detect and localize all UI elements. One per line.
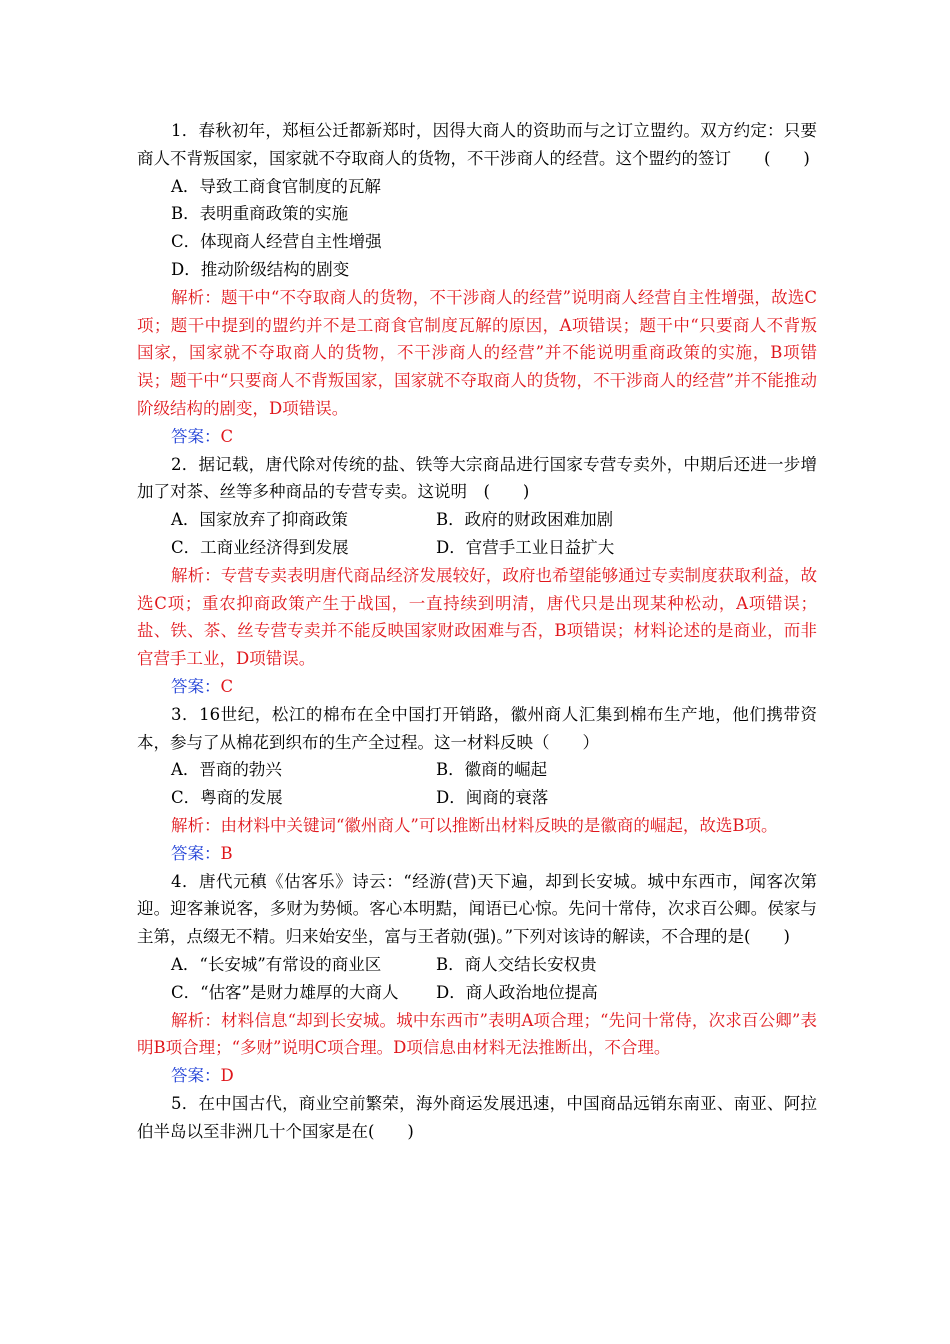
option-a: A．晋商的勃兴: [171, 760, 282, 780]
option-c: C．粤商的发展: [171, 788, 283, 808]
explanation-label: 解析：: [171, 565, 221, 585]
explanation: [137, 1007, 817, 1063]
answer: [137, 423, 817, 451]
explanation-label: 解析：: [171, 1010, 221, 1030]
options-row: [137, 756, 817, 784]
options-row: [137, 506, 817, 534]
options-row: [137, 979, 817, 1007]
answer: [137, 673, 817, 701]
question-5: [137, 1090, 817, 1146]
answer-label: 答案：: [171, 843, 221, 863]
option-d: D．推动阶级结构的剧变: [171, 259, 350, 279]
explanation-text: 材料信息“却到长安城。城中东西市”表明A项合理；“先问十常侍，次求百公卿”表明B项合理；“多财”说明C项合理。D项信息由材料无法推断出，不合理。: [137, 1010, 817, 1058]
option-b: B．表明重商政策的实施: [171, 204, 349, 224]
answer-value: D: [220, 1066, 234, 1086]
option-c: C．体现商人经营自主性增强: [171, 232, 382, 252]
answer: [137, 840, 817, 868]
options-row: [137, 951, 817, 979]
option-c: C．工商业经济得到发展: [171, 537, 349, 557]
option-d: D．商人政治地位提高: [436, 982, 598, 1002]
answer-value: B: [220, 843, 233, 863]
question-1: [137, 117, 817, 451]
answer-label: 答案：: [171, 1066, 221, 1086]
explanation-text: 专营专卖表明唐代商品经济发展较好，政府也希望能够通过专卖制度获取利益，故选C项；重农抑商政策产生于战国，一直持续到明清，唐代只是出现某种松动，A项错误；盐、铁、茶、丝专营专卖并不能反映国家财政困难与否，B项错误；材料论述的是商业，而非官营手工业，D项错误。: [137, 565, 818, 669]
question-stem: 3．16世纪，松江的棉布在全中国打开销路，徽州商人汇集到棉布生产地，他们携带资本，参与了从棉花到织布的生产全过程。这一材料反映（ ）: [137, 704, 817, 752]
explanation: [137, 562, 817, 673]
question-list: [137, 117, 817, 1145]
option-b: B．徽商的崛起: [436, 760, 548, 780]
option-d: D．闽商的衰落: [436, 788, 549, 808]
option-a: A．国家放弃了抑商政策: [171, 510, 348, 530]
question-4: [137, 868, 817, 1090]
option-b: B．政府的财政困难加剧: [436, 510, 614, 530]
explanation-label: 解析：: [171, 815, 221, 835]
answer-label: 答案：: [171, 426, 221, 446]
option-b: B．商人交结长安权贵: [436, 954, 597, 974]
explanation-text: 题干中“不夺取商人的货物，不干涉商人的经营”说明商人经营自主性增强，故选C项；题干中提到的盟约并不是工商食官制度瓦解的原因，A项错误；题干中“只要商人不背叛国家，国家就不夺取商人的货物，不干涉商人的经营”并不能说明重商政策的实施，B项错误；题干中“只要商人不背叛国家，国家就不夺取商人的货物，不干涉商人的经营”并不能推动阶级结构的剧变，D项错误。: [137, 287, 818, 418]
explanation: [137, 812, 817, 840]
question-2: [137, 451, 817, 701]
question-3: [137, 701, 817, 868]
answer-value: C: [220, 426, 234, 446]
explanation-label: 解析：: [171, 287, 221, 307]
option-d: D．官营手工业日益扩大: [436, 537, 615, 557]
option-a: A．“长安城”有常设的商业区: [171, 954, 382, 974]
question-stem: 1．春秋初年，郑桓公迁都新郑时，因得大商人的资助而与之订立盟约。双方约定：只要商人不背叛国家，国家就不夺取商人的货物，不干涉商人的经营。这个盟约的签订 ( ): [137, 121, 817, 168]
question-stem: 5．在中国古代，商业空前繁荣，海外商运发展迅速，中国商品远销东南亚、南亚、阿拉伯半岛以至非洲几十个国家是在( ): [137, 1093, 817, 1141]
question-stem: 2．据记载，唐代除对传统的盐、铁等大宗商品进行国家专营专卖外，中期后还进一步增加了对茶、丝等多种商品的专营专卖。这说明 ( ): [137, 454, 817, 502]
explanation: [137, 284, 817, 423]
answer-value: C: [220, 676, 234, 696]
question-stem: 4．唐代元稹《估客乐》诗云：“经游(营)天下遍，却到长安城。城中东西市，闻客次第迎。迎客兼说客，多财为势倾。客心本明黠，闻语已心惊。先问十常侍，次求百公卿。侯家与主第，点缀无不精。归来始安坐，富与王者勍(强)。”下列对该诗的解读，不合理的是( ): [137, 871, 817, 947]
explanation-text: 由材料中关键词“徽州商人”可以推断出材料反映的是徽商的崛起，故选B项。: [220, 815, 778, 835]
option-a: A．导致工商食官制度的瓦解: [171, 176, 381, 196]
option-c: C．“估客”是财力雄厚的大商人: [171, 982, 399, 1002]
answer-label: 答案：: [171, 676, 221, 696]
options-row: [137, 534, 817, 562]
answer: [137, 1062, 817, 1090]
options-row: [137, 784, 817, 812]
